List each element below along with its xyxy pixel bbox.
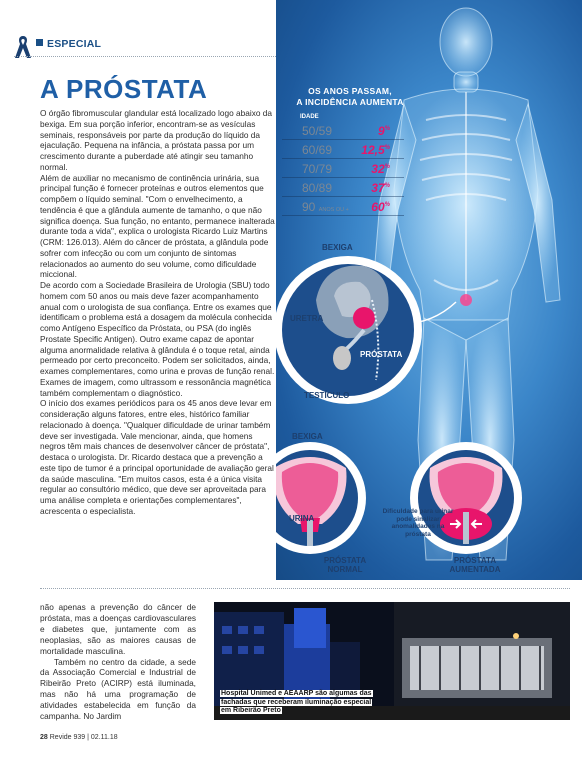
body-paragraph: não apenas a prevenção do câncer de próstata, mas a doenças cardiovasculares e diabetes que, juntamente com as neoplasias, são as maiores causas de mortalidade masculina. [40, 602, 196, 656]
stats-row [282, 143, 404, 159]
body-paragraph: O início dos exames periódicos para os 45 anos deve levar em consideração alguns fatores, entre eles, histórico familiar relacionado à doença. "Qualquer dificuldade de urinar também deve ser investigada. Vale mencionar, ainda, que homens negros têm mais chances de desenvolver câncer de próstata", destaca o urologista. Dr. Ricardo destaca que a prevenção a este tipo de tumor é a principal oportunidade de avaliação geral da saúde masculina. "Em muitos casos, esta é a única visita regular ao consultório médico, que deve ser aproveitada para uma análise completa e orientações complementares", acrescenta o especialista. [40, 398, 274, 516]
age-range: 80/89 [302, 181, 333, 195]
page-number: 28 [40, 734, 48, 741]
section-square-icon [36, 39, 43, 46]
page-title: A PRÓSTATA [40, 74, 208, 104]
body-paragraph: De acordo com a Sociedade Brasileira de Urologia (SBU) todo homem com 50 anos ou mais deve fazer acompanhamento anual com o urologista de sua confiança. Entre os exames que identificam o problema está a dosagem da molécula conhecida como Antígeno Específico da Próstata, ou PSA (do inglês Prostate Specific Antigen). Outro exame capaz de apontar alguma anormalidade relativa à glândula é o toque retal, ainda permeado por certo preconceito. Podem ser solicitados, ainda, exames complementares, como urina e provas de função renal. Exames de imagem, como ultrassom e ressonância magnética também complementam o diagnóstico. [40, 280, 275, 398]
section-label: ESPECIAL [47, 38, 102, 50]
incidence-value: 37% [371, 181, 390, 195]
article-continuation [40, 602, 196, 722]
section-divider [40, 588, 570, 589]
age-range: 70/79 [302, 162, 333, 176]
body-paragraph: O órgão fibromuscular glandular está localizado logo abaixo da bexiga. Em sua porção inferior, encontram-se as vesículas seminais, responsáveis por parte da produção do líquido da ejaculação. Pequena na infância, a próstata passa por um crescimento durante a puberdade até atingir seu tamanho normal. [40, 108, 272, 172]
difficulty-note: Dificuldade para urinar pode sinalizar anomalidades na próstata [382, 508, 454, 538]
label-testiculo: TESTÍCULO [304, 391, 350, 400]
page-footer [40, 734, 118, 741]
article-body [40, 108, 276, 517]
incidence-value: 12,5% [361, 143, 390, 157]
label-urina: URINA [289, 514, 315, 523]
body-paragraph: Além de auxiliar no mecanismo de continência urinária, sua principal função é fornecer proteínas e outros elementos que compõem o líquido seminal. "Com o envelhecimento, a tendência é que a glândula aumente de tamanho, o que não significa doença. Sua função, no entanto, permanece inalterada durante toda a vida", explica o urologista Ricardo Luiz Martins (CRM: 126.013). Além do câncer de próstata, a glândula pode sofrer com infecção ou com um conjunto de sintomas relacionados ao aumento do seu volume, como dificuldade miccional. [40, 172, 275, 280]
incidence-value: 9% [377, 124, 390, 138]
label-bexiga-lower: BEXIGA [292, 432, 323, 441]
label-normal-prostate: PRÓSTATA NORMAL [323, 556, 367, 574]
issue-date: 02.11.18 [90, 734, 118, 741]
label-prostata: PRÓSTATA [360, 350, 403, 359]
incidence-value: 32% [371, 162, 390, 176]
stats-row [282, 181, 404, 197]
age-range: 50/59 [302, 124, 333, 138]
incidence-value: 60% [371, 200, 390, 214]
label-uretra: URETRA [290, 314, 324, 323]
label-enlarged-prostate: PRÓSTATA AUMENTADA [449, 556, 501, 574]
footer-separator: | [87, 734, 89, 741]
stats-row [282, 124, 404, 140]
top-divider [14, 56, 276, 57]
body-paragraph: Também no centro da cidade, a sede da Associação Comercial e Industrial de Ribeirão Preto (ACIRP) está iluminada, mas não há uma programação de atividades estabelecida em função da campanha. No Jardim [40, 656, 196, 722]
age-column-header: IDADE [300, 114, 319, 120]
magazine-name: Revide 939 [49, 734, 86, 741]
stats-row [282, 200, 404, 216]
stats-title-line: OS ANOS PASSAM, [308, 86, 392, 96]
stats-title [290, 86, 410, 108]
stats-title-line: A INCIDÊNCIA AUMENTA [296, 97, 404, 107]
age-range: 60/69 [302, 143, 333, 157]
stats-row [282, 162, 404, 178]
label-bexiga: BEXIGA [322, 243, 353, 252]
age-range: 90 ANOS OU + [302, 200, 349, 214]
photo-caption: Hospital Unimed e AEAARP são algumas das fachadas que receberam iluminação especial em Ribeirão Preto [221, 690, 372, 714]
section-tag [36, 38, 101, 50]
